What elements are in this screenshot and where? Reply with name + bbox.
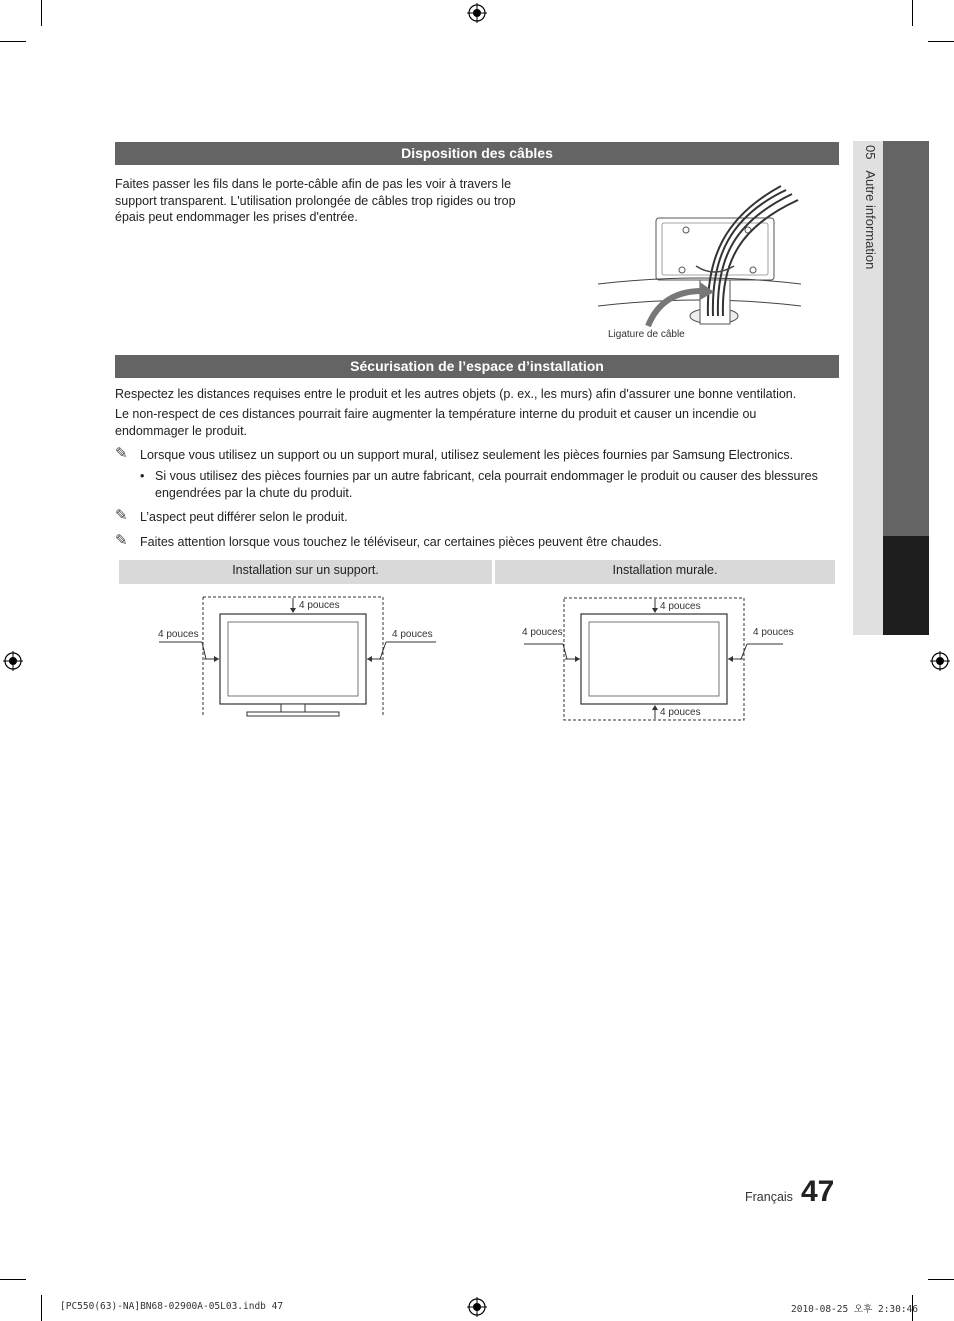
section-title-installation-space: Sécurisation de l’espace d’installation (115, 355, 839, 378)
bullet-marker: • (140, 469, 145, 483)
section-title-cables: Disposition des câbles (115, 142, 839, 165)
crop-mark (41, 1295, 42, 1321)
ventilation-paragraph: Respectez les distances requises entre le produit et les autres objets (p. ex., les murs) afin d'assurer une bonne ventilation. (115, 387, 797, 401)
cables-paragraph: Faites passer les fils dans le porte-câble afin de pas les voir à travers le support transparent. L'utilisation prolongée de câbles trop rigides ou trop épais peut endommager les prises d'entrée. (115, 177, 516, 224)
chapter-tab-active (883, 536, 929, 635)
warning-paragraph: Le non-respect de ces distances pourrait faire augmenter la température interne du produit et causer un incendie ou endommager le produit. (115, 407, 757, 438)
pencil-note-icon: ✎ (115, 532, 128, 549)
wall-right-clearance: 4 pouces (753, 627, 794, 638)
crop-mark (41, 0, 42, 26)
registration-mark-icon (3, 651, 23, 671)
stand-left-clearance: 4 pouces (158, 629, 199, 640)
pencil-note-icon: ✎ (115, 445, 128, 462)
footer-timestamp: 2010-08-25 오후 2:30:46 (791, 1304, 919, 1315)
bullet-other-manufacturer: Si vous utilisez des pièces fournies par un autre fabricant, cela pourrait endommager le produit ou causer des blessures engendrées par la chute du produit. (155, 469, 818, 500)
crop-mark (912, 0, 913, 26)
note-hot-parts: Faites attention lorsque vous touchez le téléviseur, car certaines pièces peuvent être chaudes. (140, 535, 662, 549)
stand-right-clearance: 4 pouces (392, 629, 433, 640)
footer-file-info: [PC550(63)-NA]BN68-02900A-05L03.indb 47 (60, 1301, 284, 1312)
wall-bottom-clearance: 4 pouces (660, 707, 701, 718)
crop-mark (928, 1279, 954, 1280)
registration-mark-icon (930, 651, 950, 671)
crop-mark (0, 1279, 26, 1280)
wall-top-clearance: 4 pouces (660, 601, 701, 612)
chapter-name: Autre information (863, 170, 878, 270)
chapter-tab-dark (883, 141, 929, 536)
crop-mark (0, 41, 26, 42)
page-language: Français (745, 1190, 793, 1204)
crop-mark (928, 41, 954, 42)
cable-tie-label: Ligature de câble (608, 329, 685, 340)
note-supplied-parts: Lorsque vous utilisez un support ou un support mural, utilisez seulement les pièces fournies par Samsung Electronics. (140, 448, 794, 462)
pencil-note-icon: ✎ (115, 507, 128, 524)
chapter-title (858, 145, 878, 345)
registration-mark-icon (467, 3, 487, 23)
stand-installation-header: Installation sur un support. (119, 560, 492, 584)
note-appearance: L’aspect peut différer selon le produit. (140, 510, 348, 524)
wall-installation-header: Installation murale. (495, 560, 835, 584)
cable-tie-figure (596, 176, 806, 336)
stand-top-clearance: 4 pouces (299, 600, 340, 611)
stand-installation-diagram (150, 592, 450, 720)
chapter-number: 05 (863, 145, 878, 160)
registration-mark-icon (467, 1297, 487, 1317)
wall-left-clearance: 4 pouces (522, 627, 563, 638)
page-number: 47 (801, 1175, 835, 1208)
